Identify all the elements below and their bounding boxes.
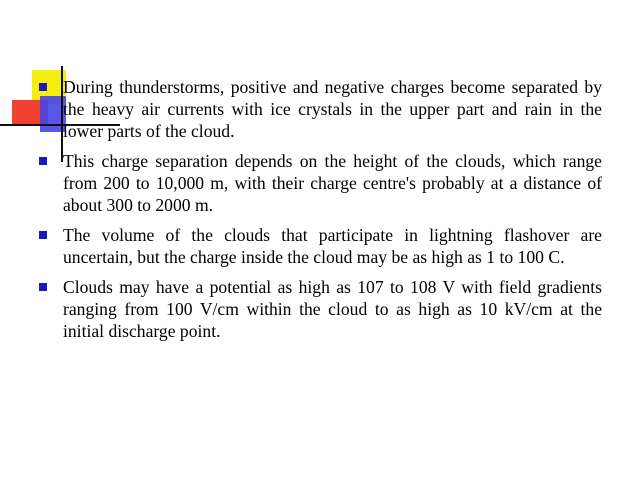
square-bullet-icon (39, 83, 47, 91)
bullet-text: This charge separation depends on the height of the clouds, which range from 200 to 10,000 m, with their charge centre's probably at a distance of about 300 to 2000 m. (63, 151, 602, 215)
bullet-text: The volume of the clouds that participate in lightning flashover are uncertain, but the charge inside the cloud may be as high as 1 to 100 C. (63, 225, 602, 267)
bullet-list (36, 76, 602, 350)
square-bullet-icon (39, 231, 47, 239)
bullet-item (36, 276, 602, 342)
bullet-item (36, 224, 602, 268)
bullet-text: Clouds may have a potential as high as 107 to 108 V with field gradients ranging from 100 V/cm within the cloud to as high as 10 kV/cm at the initial discharge point. (63, 277, 602, 341)
square-bullet-icon (39, 283, 47, 291)
bullet-item (36, 150, 602, 216)
bullet-text: During thunderstorms, positive and negative charges become separated by the heavy air currents with ice crystals in the upper part and rain in the lower parts of the cloud. (63, 77, 602, 141)
bullet-item (36, 76, 602, 142)
square-bullet-icon (39, 157, 47, 165)
